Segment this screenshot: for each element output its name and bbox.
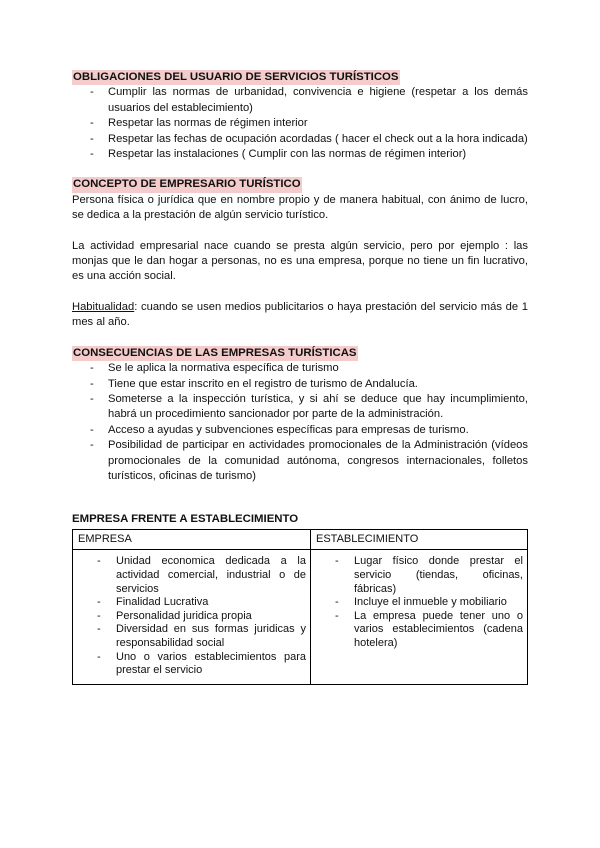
list-item: - Respetar las instalaciones ( Cumplir con las normas de régimen interior) bbox=[108, 147, 528, 162]
list-item: - Incluye el inmueble y mobiliario bbox=[354, 596, 523, 610]
list-item: - Someterse a la inspección turística, y si ahí se deduce que hay incumplimiento, habrá un procedimiento sancionador por parte de la administración. bbox=[108, 392, 528, 423]
document-page bbox=[72, 70, 528, 685]
table-header-row bbox=[73, 529, 528, 550]
habitualidad-paragraph bbox=[72, 300, 528, 331]
list-item: - Se le aplica la normativa específica de turismo bbox=[108, 361, 528, 376]
list-item: - Posibilidad de participar en actividades promocionales de la Administración (vídeos promocionales de la comunidad autónoma, congresos internacionales, folletos turísticos, oficinas de turismo) bbox=[108, 438, 528, 484]
heading-obligaciones: OBLIGACIONES DEL USUARIO DE SERVICIOS TURÍSTICOS bbox=[72, 70, 400, 85]
table-row bbox=[73, 550, 528, 684]
list-item: - La empresa puede tener uno o varios establecimientos (cadena hotelera) bbox=[354, 610, 523, 651]
list-item: - Finalidad Lucrativa bbox=[116, 596, 306, 610]
list-item: - Lugar físico donde prestar el servicio (tiendas, oficinas, fábricas) bbox=[354, 555, 523, 596]
list-item: - Respetar las normas de régimen interior bbox=[108, 116, 528, 131]
empresa-list bbox=[77, 555, 306, 677]
comparison-table bbox=[72, 529, 528, 685]
concepto-definition: Persona física o jurídica que en nombre propio y de manera habitual, con ánimo de lucro, se dedica a la prestación de algún servicio turístico. bbox=[72, 193, 528, 222]
list-item: - Respetar las fechas de ocupación acordadas ( hacer el check out a la hora indicada) bbox=[108, 132, 528, 147]
cell-empresa bbox=[73, 550, 311, 684]
list-item: - Personalidad juridica propia bbox=[116, 610, 306, 624]
header-establecimiento: ESTABLECIMIENTO bbox=[311, 529, 528, 550]
heading-concepto: CONCEPTO DE EMPRESARIO TURÍSTICO bbox=[72, 177, 302, 192]
habitualidad-term: Habitualidad bbox=[72, 300, 135, 313]
heading-consecuencias: CONSECUENCIAS DE LAS EMPRESAS TURÍSTICAS bbox=[72, 346, 358, 361]
table-title: EMPRESA FRENTE A ESTABLECIMIENTO bbox=[72, 513, 299, 526]
obligaciones-list bbox=[72, 85, 528, 162]
header-empresa: EMPRESA bbox=[73, 529, 311, 550]
list-item: - Acceso a ayudas y subvenciones específicas para empresas de turismo. bbox=[108, 423, 528, 438]
list-item: - Tiene que estar inscrito en el registro de turismo de Andalucía. bbox=[108, 377, 528, 392]
list-item: - Cumplir las normas de urbanidad, convivencia e higiene (respetar a los demás usuarios del establecimiento) bbox=[108, 85, 528, 116]
list-item: - Diversidad en sus formas juridicas y responsabilidad social bbox=[116, 623, 306, 650]
list-item: - Unidad economica dedicada a la actividad comercial, industrial o de servicios bbox=[116, 555, 306, 596]
list-item: - Uno o varios establecimientos para prestar el servicio bbox=[116, 651, 306, 678]
establecimiento-list bbox=[315, 555, 523, 650]
consecuencias-list bbox=[72, 361, 528, 484]
actividad-paragraph: La actividad empresarial nace cuando se presta algún servicio, pero por ejemplo : las monjas que le dan hogar a personas, no es una empresa, porque no tiene un fin lucrativo, es una acción social. bbox=[72, 239, 528, 283]
habitualidad-text: : cuando se usen medios publicitarios o haya prestación del servicio más de 1 mes al año. bbox=[72, 300, 528, 329]
cell-establecimiento bbox=[311, 550, 528, 684]
